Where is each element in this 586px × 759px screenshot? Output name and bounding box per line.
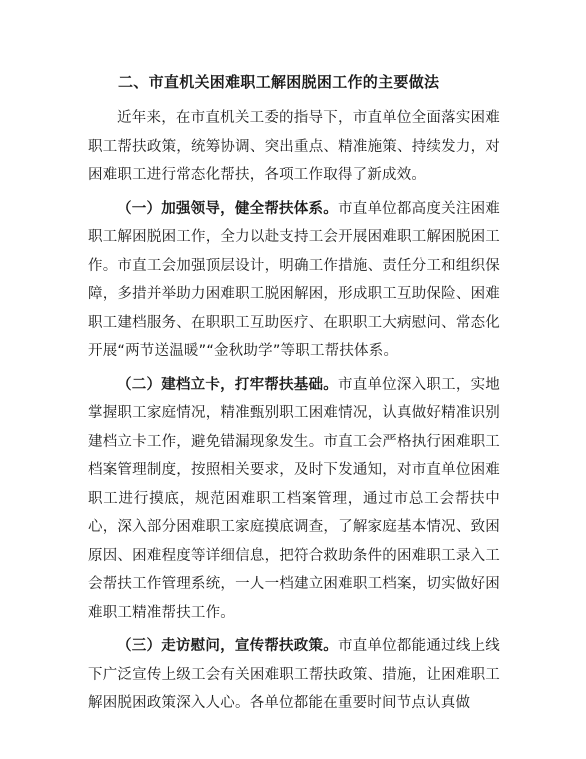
document-body — [88, 68, 500, 718]
paragraph-3-text: 市直单位都能通过线上线下广泛宣传上级工会有关困难职工帮扶政策、措施，让困难职工解困脱困政策深入人心。各单位都能在重要时间节点认真做 — [88, 638, 501, 711]
paragraph-1-text: 市直单位都高度关注困难职工解困脱困工作，全力以赴支持工会开展困难职工解困脱困工作。市直工会加强顶层设计，明确工作措施、责任分工和组织保障，多措并举助力困难职工脱困解困，形成职工互助保险、困难职工建档服务、在职职工互助医疗、在职职工大病慰问、常态化开展“两节送温暖”“金秋助学”等职工帮扶体系。 — [88, 200, 501, 359]
paragraph-3 — [88, 632, 500, 718]
paragraph-2-text: 市直单位深入职工，实地掌握职工家庭情况，精准甄别职工困难情况，认真做好精准识别建档立卡工作，避免错漏现象发生。市直工会严格执行困难职工档案管理制度，按照相关要求，及时下发通知，对市直单位困难职工进行摸底，规范困难职工档案管理，通过市总工会帮扶中心，深入部分困难职工家庭摸底调查，了解家庭基本情况、致困原因、困难程度等详细信息，把符合救助条件的困难职工录入工会帮扶工作管理系统，一人一档建立困难职工档案，切实做好困难职工精准帮扶工作。 — [88, 376, 501, 621]
paragraph-2-lead: （二）建档立卡，打牢帮扶基础。 — [117, 376, 338, 393]
paragraph-1 — [88, 195, 500, 366]
paragraph-intro — [88, 104, 500, 190]
paragraph-intro-text: 近年来，在市直机关工委的指导下，市直单位全面落实困难职工帮扶政策，统筹协调、突出重点、精准施策、持续发力，对困难职工进行常态化帮扶，各项工作取得了新成效。 — [88, 110, 500, 183]
paragraph-1-lead: （一）加强领导，健全帮扶体系。 — [117, 200, 338, 217]
paragraph-3-lead: （三）走访慰问，宣传帮扶政策。 — [117, 638, 338, 654]
section-heading: 二、市直机关困难职工解困脱困工作的主要做法 — [118, 73, 440, 91]
paragraph-2 — [88, 371, 500, 628]
